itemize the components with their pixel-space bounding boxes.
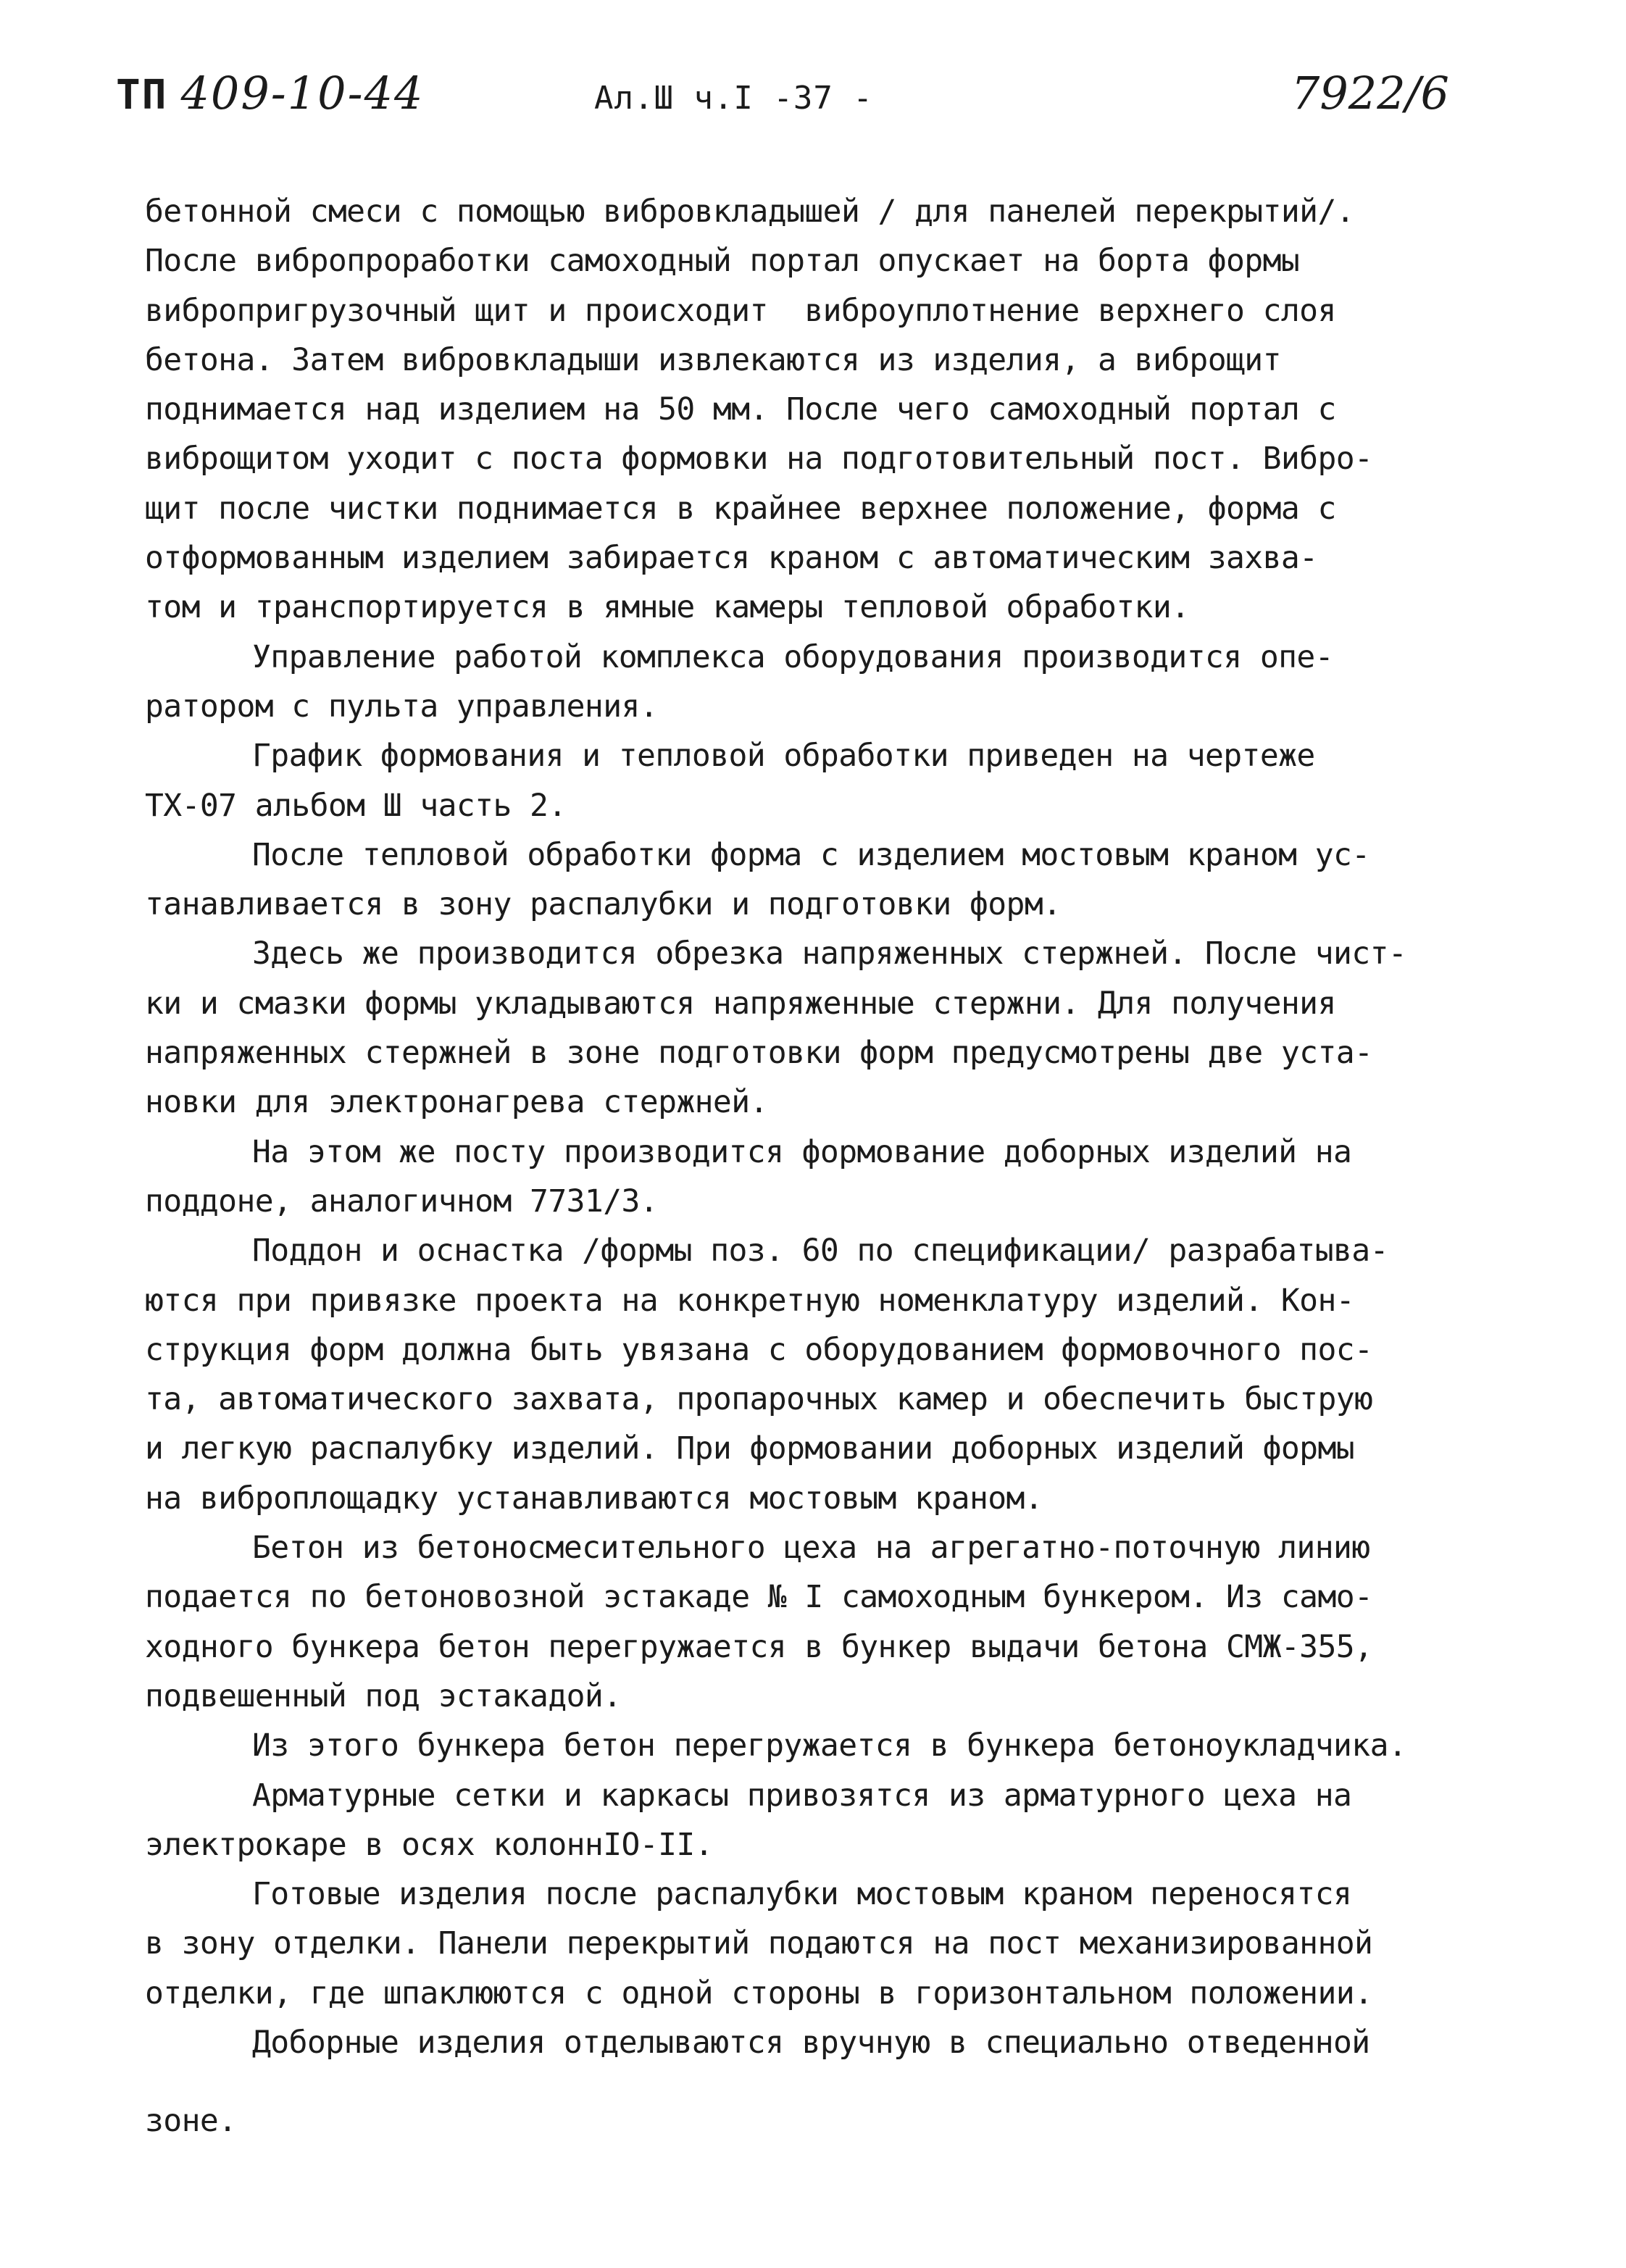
text-line: струкция форм должна быть увязана с оборудованием формовочного пос- [145, 1331, 1373, 1368]
text-line: том и транспортируется в ямные камеры тепловой обработки. [145, 589, 1190, 626]
album-page-reference: Ал.Ш ч.I -37 - [594, 80, 873, 117]
text-line: в зону отделки. Панели перекрытий подаются на пост механизированной [145, 1925, 1373, 1962]
text-line: После тепловой обработки форма с изделием мостовым краном ус- [252, 836, 1370, 873]
text-line: ки и смазки формы укладываются напряженные стержни. Для получения [145, 985, 1336, 1022]
project-code-number: 409-10-44 [180, 67, 425, 120]
text-line: электрокаре в осях колоннIO-II. [145, 1826, 713, 1863]
text-line: на виброплощадку устанавливаются мостовым краном. [145, 1480, 1043, 1517]
text-line: Готовые изделия после распалубки мостовым краном переносятся [252, 1876, 1352, 1913]
text-line: напряженных стержней в зоне подготовки форм предусмотрены две уста- [145, 1035, 1373, 1072]
text-line: Из этого бункера бетон перегружается в бункера бетоноукладчика. [252, 1727, 1407, 1764]
text-line: Поддон и оснастка /формы поз. 60 по спецификации/ разрабатыва- [252, 1233, 1388, 1270]
text-line: бетонной смеси с помощью вибровкладышей / для панелей перекрытий/. [145, 193, 1355, 230]
page-header [116, 67, 1478, 132]
text-line: подвешенный под эстакадой. [145, 1677, 622, 1714]
text-line: Доборные изделия отделываются вручную в специально отведенной [252, 2024, 1370, 2061]
text-line: График формования и тепловой обработки приведен на чертеже [252, 738, 1315, 775]
document-number: 7922/6 [1291, 67, 1449, 120]
text-line: щит после чистки поднимается в крайнее верхнее положение, форма с [145, 490, 1336, 527]
text-line: Арматурные сетки и каркасы привозятся из арматурного цеха на [252, 1777, 1352, 1814]
text-line: ходного бункера бетон перегружается в бункер выдачи бетона СМЖ-355, [145, 1628, 1373, 1665]
text-line: та, автоматического захвата, пропарочных камер и обеспечить быструю [145, 1381, 1373, 1418]
text-line: новки для электронагрева стержней. [145, 1084, 768, 1121]
text-line: Бетон из бетоносмесительного цеха на агрегатно-поточную линию [252, 1530, 1370, 1567]
text-line: отформованным изделием забирается краном с автоматическим захва- [145, 540, 1318, 577]
text-line: поднимается над изделием на 50 мм. После чего самоходный портал с [145, 391, 1336, 428]
text-line: подается по бетоновозной эстакаде № I самоходным бункером. Из само- [145, 1579, 1373, 1616]
text-line: танавливается в зону распалубки и подготовки форм. [145, 886, 1062, 923]
text-line: ратором с пульта управления. [145, 688, 659, 725]
text-line: отделки, где шпаклюются с одной стороны в горизонтальном положении. [145, 1975, 1373, 2011]
text-line: бетона. Затем вибровкладыши извлекаются из изделия, а виброщит [145, 341, 1281, 378]
text-line: После вибропроработки самоходный портал опускает на борта формы [145, 243, 1300, 280]
body-text [145, 187, 1543, 2146]
text-line: На этом же посту производится формование доборных изделий на [252, 1133, 1352, 1170]
text-line: виброщитом уходит с поста формовки на подготовительный пост. Вибро- [145, 441, 1373, 478]
text-line: Управление работой комплекса оборудования производится опе- [252, 638, 1334, 675]
text-line: вибропригрузочный щит и происходит виброуплотнение верхнего слоя [145, 292, 1336, 329]
text-line: зоне. [145, 2103, 237, 2140]
text-line: ТХ-07 альбом Ш часть 2. [145, 787, 567, 824]
project-code-prefix: ТП [116, 72, 168, 119]
text-line: и легкую распалубку изделий. При формовании доборных изделий формы [145, 1430, 1355, 1467]
project-code [116, 67, 424, 120]
text-line: поддоне, аналогичном 7731/3. [145, 1183, 659, 1220]
text-line: Здесь же производится обрезка напряженных стержней. После чист- [252, 935, 1407, 972]
text-line: ются при привязке проекта на конкретную номенклатуру изделий. Кон- [145, 1282, 1355, 1319]
